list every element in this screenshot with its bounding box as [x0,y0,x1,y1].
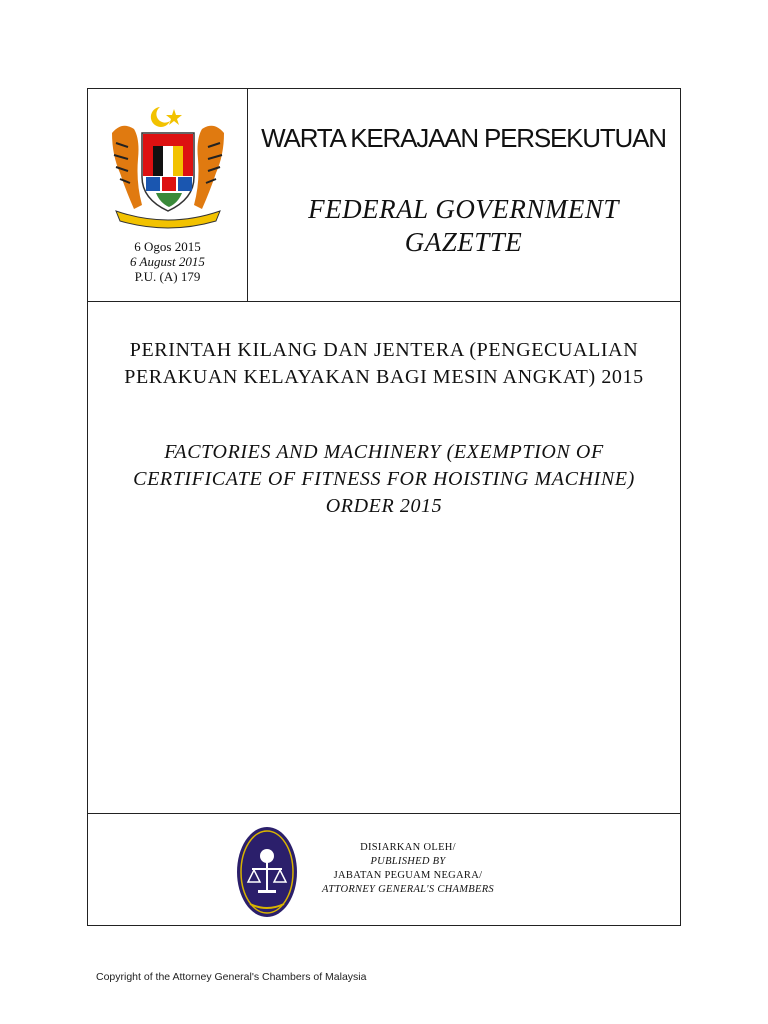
date-ms: 6 Ogos 2015 [134,239,201,254]
gazette-header [88,89,680,302]
gazette-title-ms: WARTA KERAJAAN PERSEKUTUAN [261,123,666,153]
order-title-en-line1: FACTORIES AND MACHINERY (EXEMPTION OF [164,441,604,463]
published-by-en: PUBLISHED BY [370,856,446,867]
copyright-notice: Copyright of the Attorney General's Chambers of Malaysia [96,971,367,983]
malaysia-coat-of-arms-icon [102,103,234,235]
order-title-ms-line2: PERAKUAN KELAYAKAN BAGI MESIN ANGKAT) 2015 [124,366,644,388]
order-title-en [88,439,680,520]
gazette-title-en-line2: GAZETTE [404,227,523,257]
publisher-name-ms: JABATAN PEGUAM NEGARA/ [333,870,483,881]
header-left-cell [88,89,248,301]
gazette-title-en [247,193,680,259]
order-title-ms [88,337,680,391]
pu-number: P.U. (A) 179 [134,269,201,284]
publisher-block [308,841,508,897]
gazette-title-en-line1: FEDERAL GOVERNMENT [308,194,619,224]
gazette-frame [87,88,681,926]
publisher-name-en: ATTORNEY GENERAL'S CHAMBERS [322,884,494,895]
order-title-en-line2: CERTIFICATE OF FITNESS FOR HOISTING MACHINE) [133,468,635,490]
published-by-ms: DISIARKAN OLEH/ [360,842,456,853]
gazette-footer [88,813,680,926]
date-block [88,239,247,284]
order-title-en-line3: ORDER 2015 [325,495,443,517]
order-title-ms-line1: PERINTAH KILANG DAN JENTERA (PENGECUALIAN [129,339,639,361]
date-en: 6 August 2015 [130,254,205,269]
attorney-general-chambers-logo-icon [236,826,298,918]
